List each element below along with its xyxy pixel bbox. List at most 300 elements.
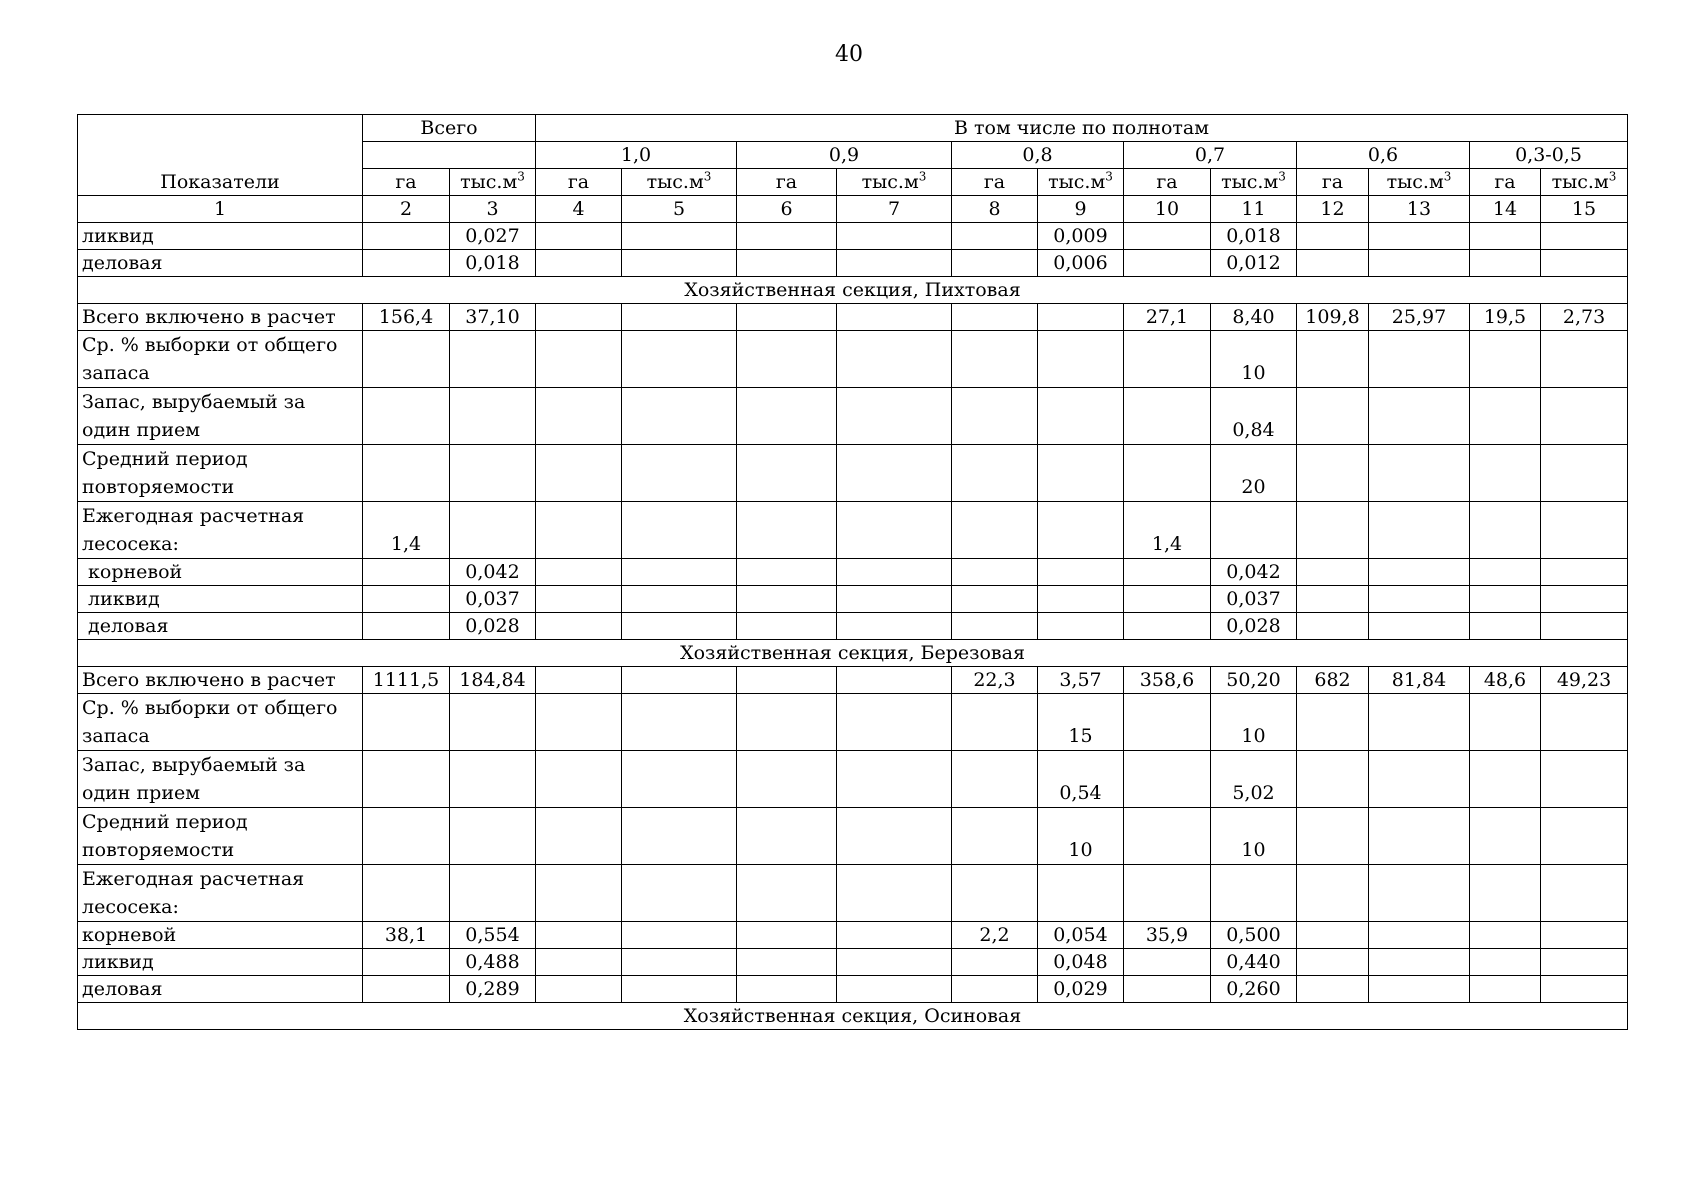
table-cell xyxy=(1297,388,1369,445)
table-cell: 0,028 xyxy=(1211,613,1297,640)
table-cell xyxy=(1038,331,1124,388)
table-cell xyxy=(1038,865,1124,922)
table-cell xyxy=(1369,559,1470,586)
row-label: Запас, вырубаемый за один прием xyxy=(78,751,363,808)
table-cell xyxy=(450,694,536,751)
table-cell xyxy=(1541,613,1628,640)
row-label: Средний период повторяемости xyxy=(78,445,363,502)
column-number: 6 xyxy=(737,196,837,223)
table-cell xyxy=(1124,865,1211,922)
table-cell: 27,1 xyxy=(1124,304,1211,331)
table-cell xyxy=(363,808,450,865)
table-cell xyxy=(1541,388,1628,445)
table-cell xyxy=(450,445,536,502)
table-cell xyxy=(622,445,737,502)
table-cell xyxy=(622,223,737,250)
table-cell xyxy=(1470,250,1541,277)
column-number: 4 xyxy=(536,196,622,223)
unit-volume-text: тыс.м xyxy=(1221,171,1279,193)
table-cell xyxy=(1470,976,1541,1003)
unit-volume-text: тыс.м xyxy=(1551,171,1609,193)
table-cell xyxy=(837,304,952,331)
table-cell: 10 xyxy=(1038,808,1124,865)
table-cell: 81,84 xyxy=(1369,667,1470,694)
table-cell xyxy=(1124,613,1211,640)
table-cell xyxy=(1297,976,1369,1003)
table-cell xyxy=(622,331,737,388)
table-cell xyxy=(1470,559,1541,586)
table-cell: 1,4 xyxy=(1124,502,1211,559)
unit-ha: га xyxy=(1297,169,1369,196)
table-cell xyxy=(837,331,952,388)
unit-ha: га xyxy=(737,169,837,196)
unit-volume-exponent: 3 xyxy=(1608,169,1617,184)
column-number: 13 xyxy=(1369,196,1470,223)
table-cell xyxy=(1297,694,1369,751)
density-header: 1,0 xyxy=(536,142,737,169)
table-cell xyxy=(737,388,837,445)
table-cell: 37,10 xyxy=(450,304,536,331)
density-header: 0,3-0,5 xyxy=(1470,142,1628,169)
table-cell xyxy=(1369,250,1470,277)
table-row xyxy=(78,445,1628,502)
table-row xyxy=(78,223,1628,250)
table-cell xyxy=(1297,922,1369,949)
table-cell: 2,73 xyxy=(1541,304,1628,331)
table-row xyxy=(78,304,1628,331)
unit-volume xyxy=(837,169,952,196)
table-cell xyxy=(363,445,450,502)
table-cell: 0,027 xyxy=(450,223,536,250)
column-number: 14 xyxy=(1470,196,1541,223)
table-cell xyxy=(737,223,837,250)
table-cell: 0,54 xyxy=(1038,751,1124,808)
table-cell xyxy=(737,694,837,751)
unit-volume-exponent: 3 xyxy=(703,169,712,184)
total-header-blank xyxy=(363,142,536,169)
table-cell xyxy=(1541,445,1628,502)
table-cell xyxy=(952,331,1038,388)
table-cell: 0,054 xyxy=(1038,922,1124,949)
table-cell xyxy=(952,223,1038,250)
table-cell xyxy=(1297,445,1369,502)
table-row xyxy=(78,250,1628,277)
table-cell xyxy=(1297,808,1369,865)
table-cell xyxy=(1470,388,1541,445)
table-cell xyxy=(363,331,450,388)
table-cell xyxy=(450,865,536,922)
table-cell xyxy=(536,751,622,808)
table-cell: 0,488 xyxy=(450,949,536,976)
indicator-header: Показатели xyxy=(78,115,363,196)
table-cell xyxy=(363,949,450,976)
column-number: 2 xyxy=(363,196,450,223)
table-cell xyxy=(536,976,622,1003)
unit-volume xyxy=(450,169,536,196)
table-cell xyxy=(737,586,837,613)
table-cell xyxy=(1124,559,1211,586)
table-cell xyxy=(952,865,1038,922)
table-cell xyxy=(622,559,737,586)
column-number: 10 xyxy=(1124,196,1211,223)
table-cell xyxy=(1369,445,1470,502)
table-cell xyxy=(536,922,622,949)
table-cell xyxy=(536,694,622,751)
table-cell xyxy=(1038,559,1124,586)
unit-volume-exponent: 3 xyxy=(1443,169,1452,184)
table-cell xyxy=(837,223,952,250)
table-cell xyxy=(1369,613,1470,640)
table-cell: 0,260 xyxy=(1211,976,1297,1003)
density-header: 0,7 xyxy=(1124,142,1297,169)
table-cell xyxy=(536,586,622,613)
row-label: Ежегодная расчетная лесосека: xyxy=(78,502,363,559)
unit-ha: га xyxy=(536,169,622,196)
table-cell xyxy=(1541,586,1628,613)
table-cell xyxy=(1297,613,1369,640)
table-cell xyxy=(837,250,952,277)
table-cell xyxy=(737,559,837,586)
table-cell xyxy=(1124,751,1211,808)
table-cell xyxy=(1470,808,1541,865)
table-cell xyxy=(1369,751,1470,808)
table-cell: 1,4 xyxy=(363,502,450,559)
row-label: Ср. % выборки от общего запаса xyxy=(78,331,363,388)
table-cell xyxy=(1369,694,1470,751)
table-cell xyxy=(1124,694,1211,751)
table-cell xyxy=(952,502,1038,559)
row-label: Всего включено в расчет xyxy=(78,304,363,331)
table-cell xyxy=(1470,331,1541,388)
table-cell: 0,029 xyxy=(1038,976,1124,1003)
table-cell: 0,012 xyxy=(1211,250,1297,277)
table-cell xyxy=(622,502,737,559)
column-number: 1 xyxy=(78,196,363,223)
table-cell xyxy=(837,949,952,976)
row-label: ликвид xyxy=(78,949,363,976)
table-cell: 0,048 xyxy=(1038,949,1124,976)
table-cell xyxy=(1541,223,1628,250)
table-cell: 0,289 xyxy=(450,976,536,1003)
unit-volume-text: тыс.м xyxy=(460,171,518,193)
table-cell xyxy=(837,613,952,640)
table-cell xyxy=(837,559,952,586)
table-cell xyxy=(1124,586,1211,613)
table-cell xyxy=(952,445,1038,502)
row-label: ликвид xyxy=(78,586,363,613)
table-cell xyxy=(1541,751,1628,808)
table-cell xyxy=(363,559,450,586)
section-title: Хозяйственная секция, Осиновая xyxy=(78,1003,1628,1030)
row-label: Ежегодная расчетная лесосека: xyxy=(78,865,363,922)
table-cell xyxy=(737,922,837,949)
table-cell xyxy=(363,694,450,751)
table-cell xyxy=(622,751,737,808)
table-cell: 0,500 xyxy=(1211,922,1297,949)
table-cell xyxy=(1541,331,1628,388)
table-cell xyxy=(737,445,837,502)
table-cell xyxy=(1541,865,1628,922)
table-cell: 49,23 xyxy=(1541,667,1628,694)
table-cell: 48,6 xyxy=(1470,667,1541,694)
total-header: Всего xyxy=(363,115,536,142)
table-cell xyxy=(837,586,952,613)
table-cell xyxy=(622,976,737,1003)
table-cell xyxy=(837,694,952,751)
table-cell xyxy=(1541,976,1628,1003)
table-cell xyxy=(837,976,952,1003)
unit-ha: га xyxy=(1124,169,1211,196)
table-row xyxy=(78,559,1628,586)
row-label: Ср. % выборки от общего запаса xyxy=(78,694,363,751)
unit-ha: га xyxy=(952,169,1038,196)
table-row xyxy=(78,388,1628,445)
unit-volume xyxy=(622,169,737,196)
table-cell xyxy=(737,865,837,922)
section-row xyxy=(78,277,1628,304)
column-number: 5 xyxy=(622,196,737,223)
table-cell xyxy=(450,331,536,388)
table-cell xyxy=(622,667,737,694)
column-number: 9 xyxy=(1038,196,1124,223)
table-cell xyxy=(622,304,737,331)
table-cell: 19,5 xyxy=(1470,304,1541,331)
table-cell: 25,97 xyxy=(1369,304,1470,331)
row-label: деловая xyxy=(78,613,363,640)
table-cell xyxy=(1541,808,1628,865)
table-row xyxy=(78,613,1628,640)
table-cell xyxy=(1369,388,1470,445)
unit-volume-text: тыс.м xyxy=(1386,171,1444,193)
table-cell xyxy=(363,751,450,808)
table-cell xyxy=(622,694,737,751)
table-cell: 10 xyxy=(1211,808,1297,865)
table-cell xyxy=(1297,250,1369,277)
table-cell xyxy=(837,502,952,559)
table-cell xyxy=(952,559,1038,586)
table-cell xyxy=(622,865,737,922)
table-cell xyxy=(622,922,737,949)
column-number: 7 xyxy=(837,196,952,223)
table-cell xyxy=(952,304,1038,331)
table-cell xyxy=(536,388,622,445)
table-row xyxy=(78,976,1628,1003)
table-cell xyxy=(952,388,1038,445)
section-title: Хозяйственная секция, Пихтовая xyxy=(78,277,1628,304)
column-number: 3 xyxy=(450,196,536,223)
table-cell: 0,037 xyxy=(1211,586,1297,613)
table-cell xyxy=(1470,949,1541,976)
table-cell xyxy=(952,613,1038,640)
table-cell xyxy=(837,667,952,694)
table-cell xyxy=(450,751,536,808)
row-label: корневой xyxy=(78,922,363,949)
table-cell: 8,40 xyxy=(1211,304,1297,331)
row-label: ликвид xyxy=(78,223,363,250)
table-cell: 5,02 xyxy=(1211,751,1297,808)
table-cell: 0,009 xyxy=(1038,223,1124,250)
table-cell xyxy=(837,922,952,949)
table-cell xyxy=(450,808,536,865)
table-cell xyxy=(1297,949,1369,976)
table-cell xyxy=(952,808,1038,865)
table-row xyxy=(78,922,1628,949)
table-cell: 10 xyxy=(1211,694,1297,751)
unit-volume xyxy=(1369,169,1470,196)
table-cell: 15 xyxy=(1038,694,1124,751)
table-cell xyxy=(952,751,1038,808)
unit-volume-exponent: 3 xyxy=(517,169,525,184)
table-cell xyxy=(837,445,952,502)
table-cell xyxy=(737,949,837,976)
table-cell xyxy=(737,808,837,865)
table-cell xyxy=(1369,976,1470,1003)
table-cell xyxy=(363,865,450,922)
column-number: 15 xyxy=(1541,196,1628,223)
table-cell xyxy=(1038,304,1124,331)
table-cell xyxy=(737,502,837,559)
table-cell xyxy=(1211,502,1297,559)
table-cell xyxy=(363,250,450,277)
table-cell xyxy=(450,502,536,559)
table-cell xyxy=(1124,808,1211,865)
table-cell xyxy=(536,667,622,694)
table-cell: 0,018 xyxy=(1211,223,1297,250)
table-cell: 0,554 xyxy=(450,922,536,949)
unit-volume-text: тыс.м xyxy=(646,171,704,193)
table-cell xyxy=(363,586,450,613)
table-cell xyxy=(622,586,737,613)
table-cell: 0,028 xyxy=(450,613,536,640)
table-cell xyxy=(1297,502,1369,559)
table-row xyxy=(78,751,1628,808)
row-label: Средний период повторяемости xyxy=(78,808,363,865)
unit-volume-text: тыс.м xyxy=(861,171,919,193)
table-cell xyxy=(1369,586,1470,613)
table-cell xyxy=(1369,922,1470,949)
table-cell xyxy=(1369,223,1470,250)
table-cell xyxy=(536,613,622,640)
table-cell xyxy=(1470,751,1541,808)
table-cell xyxy=(1038,586,1124,613)
table-cell: 0,042 xyxy=(450,559,536,586)
table-row xyxy=(78,667,1628,694)
table-row xyxy=(78,331,1628,388)
table-cell: 20 xyxy=(1211,445,1297,502)
unit-volume xyxy=(1211,169,1297,196)
section-row xyxy=(78,640,1628,667)
table-cell: 0,018 xyxy=(450,250,536,277)
table-cell xyxy=(1297,586,1369,613)
table-cell xyxy=(837,388,952,445)
table-cell: 50,20 xyxy=(1211,667,1297,694)
table-cell xyxy=(536,304,622,331)
table-cell xyxy=(737,250,837,277)
table-cell xyxy=(622,388,737,445)
allowable-cut-table xyxy=(77,114,1628,1030)
table-cell xyxy=(536,949,622,976)
table-cell: 1111,5 xyxy=(363,667,450,694)
table-cell xyxy=(1124,331,1211,388)
density-header: 0,8 xyxy=(952,142,1124,169)
row-label: Запас, вырубаемый за один прием xyxy=(78,388,363,445)
table-cell xyxy=(363,976,450,1003)
table-cell xyxy=(1038,445,1124,502)
table-cell xyxy=(536,808,622,865)
table-cell: 0,006 xyxy=(1038,250,1124,277)
table-cell xyxy=(622,250,737,277)
table-cell: 682 xyxy=(1297,667,1369,694)
page-number: 40 xyxy=(835,42,863,67)
table-cell xyxy=(1297,223,1369,250)
column-number: 12 xyxy=(1297,196,1369,223)
table-cell xyxy=(1369,865,1470,922)
table-cell xyxy=(1470,502,1541,559)
header-row-1 xyxy=(78,115,1628,142)
table-cell xyxy=(622,613,737,640)
table-row xyxy=(78,949,1628,976)
table-cell xyxy=(1038,502,1124,559)
table-cell xyxy=(737,304,837,331)
table-cell xyxy=(1297,331,1369,388)
column-number: 11 xyxy=(1211,196,1297,223)
table-cell xyxy=(952,694,1038,751)
table-cell: 0,042 xyxy=(1211,559,1297,586)
density-header: 0,6 xyxy=(1297,142,1470,169)
table-cell xyxy=(536,223,622,250)
table-cell xyxy=(737,331,837,388)
unit-ha: га xyxy=(1470,169,1541,196)
unit-volume-exponent: 3 xyxy=(1278,169,1286,184)
row-label: деловая xyxy=(78,976,363,1003)
table-cell xyxy=(622,949,737,976)
table-cell: 184,84 xyxy=(450,667,536,694)
table-cell xyxy=(1124,388,1211,445)
table-cell xyxy=(1297,865,1369,922)
column-number: 8 xyxy=(952,196,1038,223)
table-cell: 3,57 xyxy=(1038,667,1124,694)
table-cell: 35,9 xyxy=(1124,922,1211,949)
table-cell: 109,8 xyxy=(1297,304,1369,331)
table-cell xyxy=(1038,388,1124,445)
unit-volume-text: тыс.м xyxy=(1048,171,1106,193)
table-cell xyxy=(536,331,622,388)
section-row xyxy=(78,1003,1628,1030)
table-cell xyxy=(450,388,536,445)
table-cell xyxy=(1470,445,1541,502)
table-cell xyxy=(1541,559,1628,586)
table-cell: 22,3 xyxy=(952,667,1038,694)
table-cell xyxy=(1470,586,1541,613)
row-label: деловая xyxy=(78,250,363,277)
unit-volume xyxy=(1541,169,1628,196)
table-cell xyxy=(737,667,837,694)
table-cell xyxy=(1470,613,1541,640)
table-cell: 0,440 xyxy=(1211,949,1297,976)
table-cell xyxy=(1124,949,1211,976)
table-cell xyxy=(837,751,952,808)
unit-volume-exponent: 3 xyxy=(1105,169,1113,184)
table-cell xyxy=(737,751,837,808)
table-cell xyxy=(952,250,1038,277)
table-cell xyxy=(1369,502,1470,559)
table-cell xyxy=(1124,223,1211,250)
table-cell xyxy=(837,865,952,922)
table-cell xyxy=(536,502,622,559)
table-cell: 156,4 xyxy=(363,304,450,331)
table-cell xyxy=(1541,250,1628,277)
table-cell xyxy=(536,250,622,277)
